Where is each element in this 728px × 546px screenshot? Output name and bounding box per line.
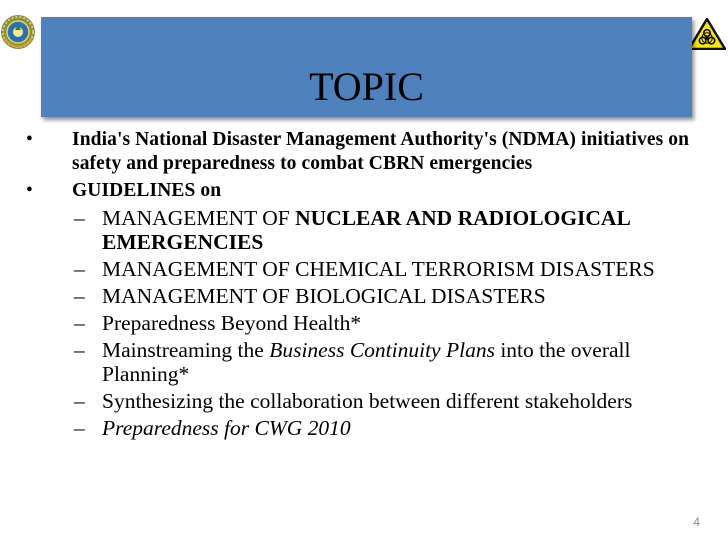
sub-item	[26, 416, 716, 440]
sub-item-text: Mainstreaming the	[102, 338, 270, 362]
dash-glyph: –	[74, 416, 85, 440]
sub-item-text: MANAGEMENT OF BIOLOGICAL DISASTERS	[102, 284, 546, 308]
biohazard-warning-icon	[688, 18, 726, 50]
sub-item	[26, 284, 716, 308]
dash-glyph: –	[74, 338, 85, 362]
sub-item	[26, 257, 716, 281]
dash-glyph: –	[74, 311, 85, 335]
sub-item-text: into the overall Planning*	[102, 338, 631, 386]
bullet-item	[26, 128, 716, 176]
dash-glyph: –	[74, 389, 85, 413]
sub-item	[26, 311, 716, 335]
emblem-logo	[0, 10, 40, 56]
title-banner	[41, 17, 692, 117]
dash-glyph: –	[74, 257, 85, 281]
sub-item-italic-text: Business Continuity Plans	[269, 338, 495, 362]
sub-item-text: MANAGEMENT OF CHEMICAL TERRORISM DISASTERS	[102, 257, 655, 281]
sub-item-text: MANAGEMENT OF	[102, 206, 296, 230]
sub-item	[26, 338, 716, 386]
slide-title: TOPIC	[309, 64, 424, 109]
slide-content	[26, 128, 716, 440]
bullet-glyph: •	[26, 180, 33, 201]
bullet-text: India's National Disaster Management Authority's (NDMA) initiatives on safety and preparedness to combat CBRN emergencies	[72, 129, 690, 174]
sub-item	[26, 206, 716, 254]
sub-item-bold-text: NUCLEAR AND RADIOLOGICAL EMERGENCIES	[102, 206, 630, 254]
bullet-item	[26, 179, 716, 203]
page-number: 4	[693, 515, 700, 529]
bullet-text: GUIDELINES on	[72, 180, 222, 201]
sub-item	[26, 389, 716, 413]
sub-item-text: Preparedness Beyond Health*	[102, 311, 362, 335]
sub-item-text: Synthesizing the collaboration between different stakeholders	[102, 389, 633, 413]
dash-glyph: –	[74, 206, 85, 230]
bullet-glyph: •	[26, 129, 33, 150]
sub-item-italic-text: Preparedness for CWG 2010	[102, 416, 351, 440]
dash-glyph: –	[74, 284, 85, 308]
